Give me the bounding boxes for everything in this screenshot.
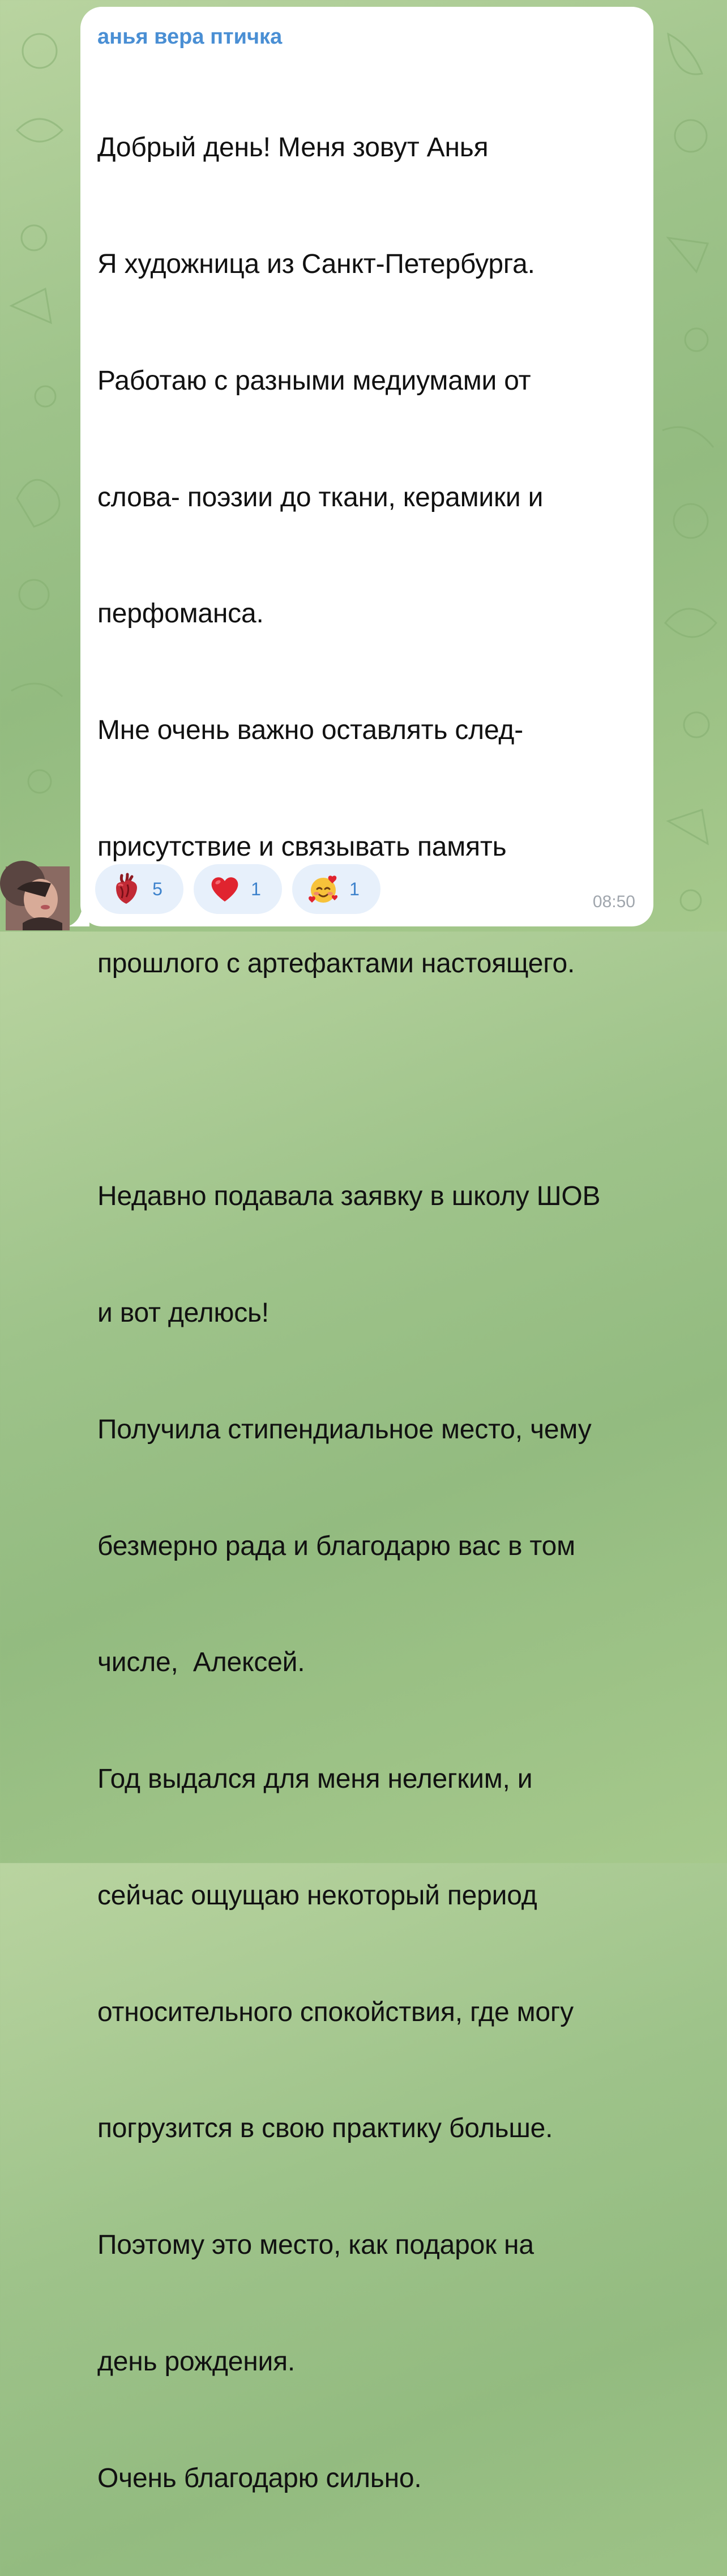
reaction-count: 1 [251, 878, 261, 899]
message-bubble[interactable] [80, 7, 653, 2493]
anatomical-heart-icon [110, 873, 142, 905]
reaction-smiling-face-with-hearts[interactable] [292, 864, 380, 914]
reaction-count: 1 [349, 878, 360, 899]
reaction-red-heart[interactable] [194, 864, 282, 914]
message-line: и вот делюсь! [97, 1298, 269, 1328]
message-line [97, 1061, 636, 1100]
reactions-bar [95, 864, 380, 914]
message-line: числе, Алексей. [97, 1647, 305, 1678]
message-line: прошлого с артефактами настоящего. [97, 948, 575, 979]
message-timestamp: 08:50 [592, 892, 635, 911]
message-line: погрузится в свою практику больше. [97, 2113, 553, 2144]
message-line: относительного спокойствия, где могу [97, 1997, 574, 2027]
message-line: Я художница из Санкт-Петербурга. [97, 249, 535, 279]
message-line: присутствие и связывать память [97, 831, 507, 862]
message-line: перфоманса. [97, 599, 264, 629]
sender-name[interactable]: анья вера птичка [97, 25, 283, 49]
message-line: Год выдался для меня нелегким, и [97, 1764, 533, 1795]
message-line: Получила стипендиальное место, чему [97, 1414, 592, 1445]
message-text [97, 51, 636, 2576]
message-line: Поэтому это место, как подарок на [97, 2230, 534, 2261]
message-line: Мне очень важно оставлять след- [97, 715, 524, 746]
message-line: Недавно подавала заявку в школу ШОВ [97, 1181, 601, 1212]
message-line: Очень благодарю сильно. [97, 2463, 422, 2493]
message-line: день рождения. [97, 2347, 296, 2377]
message-line: слова- поэзии до ткани, керамики и [97, 482, 544, 512]
red-heart-icon [209, 873, 241, 905]
message-line: Добрый день! Меня зовут Анья [97, 133, 489, 163]
reaction-anatomical-heart[interactable] [95, 864, 183, 914]
message-line: Работаю с разными медиумами от [97, 365, 531, 396]
message-line: сейчас ощущаю некоторый период [97, 1880, 537, 1911]
smiling-face-with-hearts-icon [307, 873, 339, 905]
message-line: безмерно рада и благодарю вас в том [97, 1531, 575, 1561]
avatar[interactable] [6, 866, 70, 930]
reaction-count: 5 [152, 878, 162, 899]
